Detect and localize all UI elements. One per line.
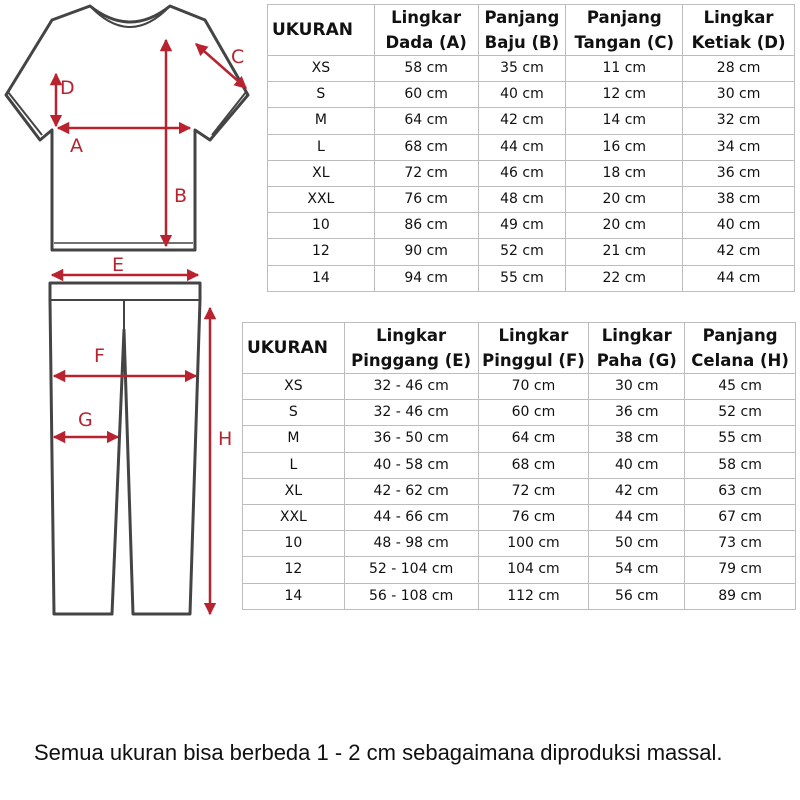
garment-diagram-svg <box>0 0 250 640</box>
shirt-length-header: Panjang Baju (B) <box>478 5 566 56</box>
label-b: B <box>174 185 188 207</box>
thigh-header: Lingkar Paha (G) <box>589 323 685 374</box>
label-d: D <box>60 77 75 99</box>
table-row: XXL 44 - 66 cm 76 cm 44 cm 67 cm <box>243 504 796 530</box>
armpit-header: Lingkar Ketiak (D) <box>683 5 795 56</box>
label-e: E <box>112 254 125 276</box>
table-row: XS 32 - 46 cm 70 cm 30 cm 45 cm <box>243 374 796 400</box>
label-h: H <box>218 428 233 450</box>
table-row: M 36 - 50 cm 64 cm 38 cm 55 cm <box>243 426 796 452</box>
label-f: F <box>94 345 105 367</box>
pants-size-table <box>242 322 796 610</box>
table-row: XS 58 cm 35 cm 11 cm 28 cm <box>268 56 795 82</box>
table-row: S 32 - 46 cm 60 cm 36 cm 52 cm <box>243 400 796 426</box>
label-c: C <box>231 46 245 68</box>
shirt-size-table <box>267 4 795 292</box>
hip-header: Lingkar Pinggul (F) <box>478 323 589 374</box>
sleeve-length-header: Panjang Tangan (C) <box>566 5 683 56</box>
table-row: S 60 cm 40 cm 12 cm 30 cm <box>268 82 795 108</box>
waist-header: Lingkar Pinggang (E) <box>344 323 478 374</box>
table-header-row <box>268 5 795 56</box>
pants-length-header: Panjang Celana (H) <box>685 323 796 374</box>
table-row: 10 48 - 98 cm 100 cm 50 cm 73 cm <box>243 531 796 557</box>
table-row: 10 86 cm 49 cm 20 cm 40 cm <box>268 213 795 239</box>
label-g: G <box>78 409 93 431</box>
table-row: 14 56 - 108 cm 112 cm 56 cm 89 cm <box>243 583 796 609</box>
table-row: XL 72 cm 46 cm 18 cm 36 cm <box>268 160 795 186</box>
size-column-header: UKURAN <box>243 323 345 374</box>
table-row: L 40 - 58 cm 68 cm 40 cm 58 cm <box>243 452 796 478</box>
size-disclaimer-note: Semua ukuran bisa berbeda 1 - 2 cm sebagaimana diproduksi massal. <box>34 740 723 765</box>
table-row: XL 42 - 62 cm 72 cm 42 cm 63 cm <box>243 478 796 504</box>
table-row: 12 90 cm 52 cm 21 cm 42 cm <box>268 239 795 265</box>
table-row: XXL 76 cm 48 cm 20 cm 38 cm <box>268 186 795 212</box>
garment-diagram <box>0 0 250 640</box>
size-column-header: UKURAN <box>268 5 375 56</box>
table-row: M 64 cm 42 cm 14 cm 32 cm <box>268 108 795 134</box>
chest-header: Lingkar Dada (A) <box>374 5 478 56</box>
table-row: 14 94 cm 55 cm 22 cm 44 cm <box>268 265 795 291</box>
label-a: A <box>70 135 83 157</box>
table-header-row <box>243 323 796 374</box>
table-row: 12 52 - 104 cm 104 cm 54 cm 79 cm <box>243 557 796 583</box>
table-row: L 68 cm 44 cm 16 cm 34 cm <box>268 134 795 160</box>
pants-illustration <box>50 283 200 614</box>
